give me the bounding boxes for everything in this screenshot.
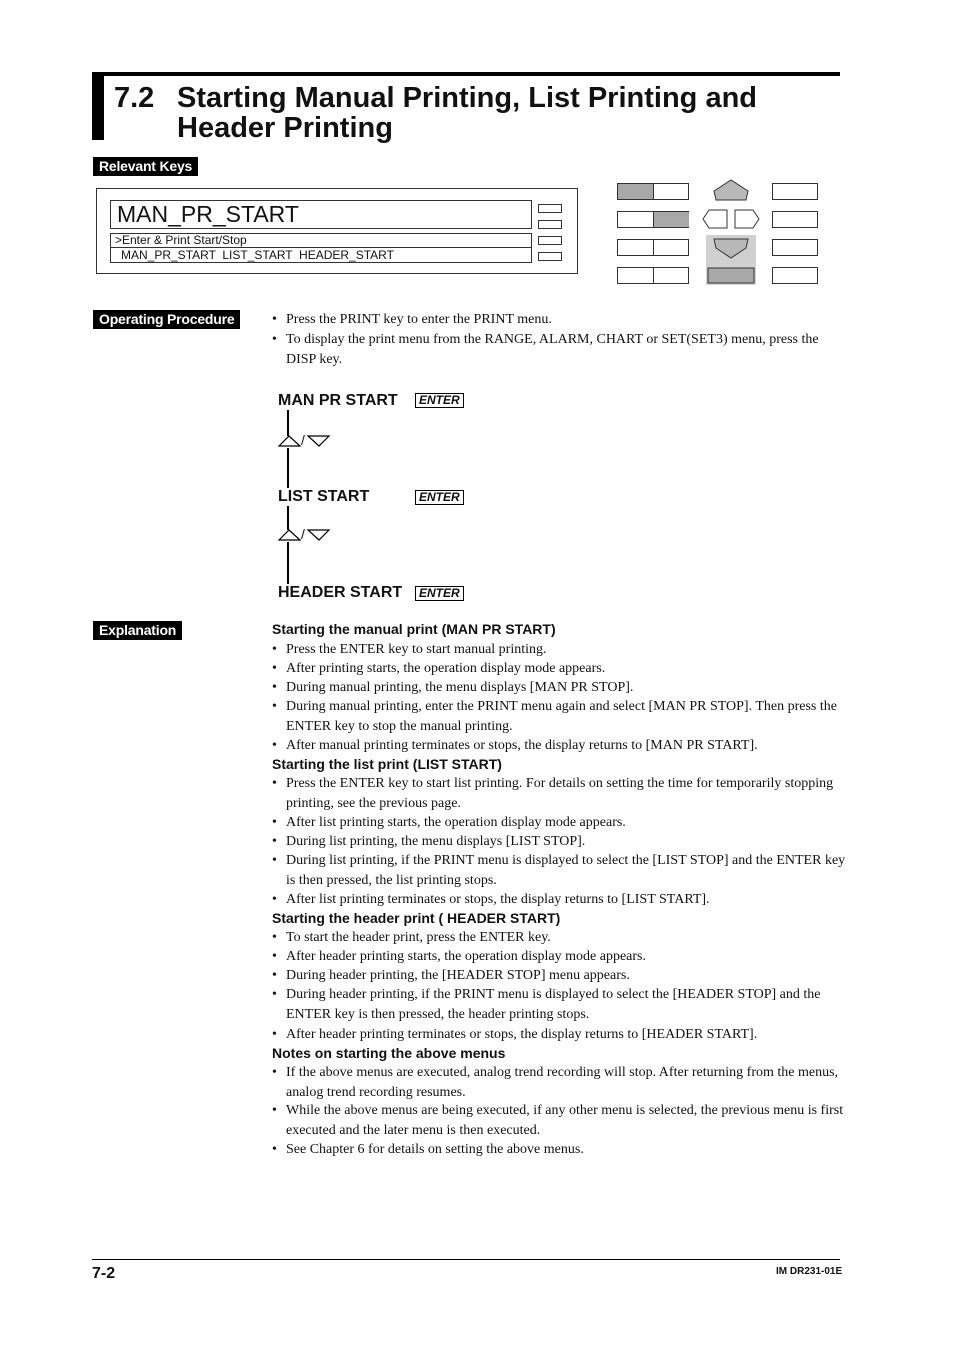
document-code: IM DR231-01E	[776, 1266, 843, 1277]
slash-separator: /	[301, 526, 305, 542]
up-key-icon	[278, 434, 302, 448]
page-number: 7-2	[92, 1265, 116, 1282]
top-rule	[92, 72, 840, 76]
explanation-bullet: • After header printing starts, the operation display mode appears.	[272, 949, 646, 964]
keypad-key-row4[interactable]	[617, 267, 689, 284]
down-key-icon	[307, 528, 331, 542]
section-heading-header-print: Starting the header print ( HEADER START)	[272, 910, 561, 926]
soft-key-2[interactable]	[538, 220, 562, 229]
side-key-4[interactable]	[772, 267, 818, 284]
explanation-bullet: • During manual printing, enter the PRINT menu again and select [MAN PR STOP]. Then press the ENTER key to stop the manual printing.	[272, 699, 837, 734]
enter-key-icon[interactable]	[708, 268, 754, 283]
section-number: 7.2	[114, 82, 155, 114]
down-key-icon	[307, 434, 331, 448]
menu-item-list-start: LIST START	[278, 488, 370, 505]
keypad-key-highlighted	[654, 212, 689, 227]
soft-key-3[interactable]	[538, 236, 562, 245]
menu-item-man-pr-start: MAN PR START	[278, 392, 398, 409]
explanation-bullet: • During manual printing, the menu displays [MAN PR STOP].	[272, 680, 634, 695]
explanation-bullet: • After list printing terminates or stops, the display returns to [LIST START].	[272, 892, 710, 907]
soft-key-4[interactable]	[538, 252, 562, 261]
lcd-main-text: MAN_PR_START	[110, 200, 532, 229]
bottom-rule	[92, 1259, 840, 1260]
keypad-key-row2[interactable]	[617, 211, 689, 228]
explanation-bullet: • During header printing, if the PRINT menu is displayed to select the [HEADER STOP] and the ENTER key is then pressed, the header printing stops.	[272, 987, 821, 1022]
explanation-bullet: • During list printing, if the PRINT menu is displayed to select the [LIST STOP] and the ENTER key is then pressed, the list printing stops.	[272, 853, 846, 888]
keypad-key-highlighted	[618, 184, 653, 199]
explanation-label: Explanation	[93, 621, 182, 640]
procedure-bullet: • To display the print menu from the RANGE, ALARM, CHART or SET(SET3) menu, press the DISP key.	[272, 332, 819, 367]
explanation-bullet: • During list printing, the menu displays [LIST STOP].	[272, 834, 586, 849]
side-key-2[interactable]	[772, 211, 818, 228]
left-arrow-key-icon[interactable]	[703, 210, 727, 228]
operating-procedure-label: Operating Procedure	[93, 310, 240, 329]
procedure-bullet: • Press the PRINT key to enter the PRINT menu.	[272, 312, 552, 327]
enter-key-label: ENTER	[415, 586, 464, 601]
explanation-bullet: • Press the ENTER key to start list printing. For details on setting the time for temporarily stopping printing, see the previous page.	[272, 776, 834, 811]
lcd-guide-bottom: MAN_PR_START LIST_START HEADER_START	[121, 248, 394, 262]
up-arrow-key-icon[interactable]	[714, 180, 748, 200]
explanation-bullet: • After manual printing terminates or stops, the display returns to [MAN PR START].	[272, 738, 758, 753]
explanation-bullet: • After header printing terminates or stops, the display returns to [HEADER START].	[272, 1027, 758, 1042]
key-divider	[653, 184, 654, 199]
section-heading-manual-print: Starting the manual print (MAN PR START)	[272, 621, 556, 637]
key-divider	[653, 240, 654, 255]
page-title-line2: Header Printing	[177, 112, 393, 144]
enter-key-label: ENTER	[415, 490, 464, 505]
arrow-keypad	[700, 178, 762, 286]
keypad-key-row1[interactable]	[617, 183, 689, 200]
flow-line	[287, 448, 289, 488]
soft-key-1[interactable]	[538, 204, 562, 213]
flow-line	[287, 506, 289, 530]
side-key-3[interactable]	[772, 239, 818, 256]
explanation-bullet: • To start the header print, press the ENTER key.	[272, 930, 551, 945]
flow-line	[287, 410, 289, 436]
flow-line	[287, 542, 289, 584]
explanation-bullet: • During header printing, the [HEADER STOP] menu appears.	[272, 968, 630, 983]
explanation-bullet: • Press the ENTER key to start manual printing.	[272, 642, 547, 657]
menu-item-header-start: HEADER START	[278, 584, 403, 601]
page-title-line1: Starting Manual Printing, List Printing and	[177, 82, 757, 114]
slash-separator: /	[301, 432, 305, 448]
key-divider	[653, 212, 654, 227]
relevant-keys-label: Relevant Keys	[93, 157, 198, 176]
right-arrow-key-icon[interactable]	[735, 210, 759, 228]
explanation-bullet: • While the above menus are being executed, if any other menu is selected, the previous menu is first executed and the later menu is then executed.	[272, 1103, 844, 1138]
up-key-icon	[278, 528, 302, 542]
enter-key-label: ENTER	[415, 393, 464, 408]
keypad-key-row3[interactable]	[617, 239, 689, 256]
explanation-bullet: • After list printing starts, the operation display mode appears.	[272, 815, 626, 830]
lcd-guide-area	[110, 233, 532, 263]
section-heading-list-print: Starting the list print (LIST START)	[272, 756, 502, 772]
explanation-bullet: • After printing starts, the operation display mode appears.	[272, 661, 606, 676]
section-marker-bar	[92, 72, 104, 140]
lcd-guide-top: >Enter & Print Start/Stop	[111, 234, 531, 248]
section-heading-notes: Notes on starting the above menus	[272, 1045, 506, 1061]
key-divider	[653, 268, 654, 283]
side-key-1[interactable]	[772, 183, 818, 200]
explanation-bullet: • See Chapter 6 for details on setting the above menus.	[272, 1142, 584, 1157]
explanation-bullet: • If the above menus are executed, analog trend recording will stop. After returning from the menus, analog trend recording resumes.	[272, 1065, 839, 1100]
